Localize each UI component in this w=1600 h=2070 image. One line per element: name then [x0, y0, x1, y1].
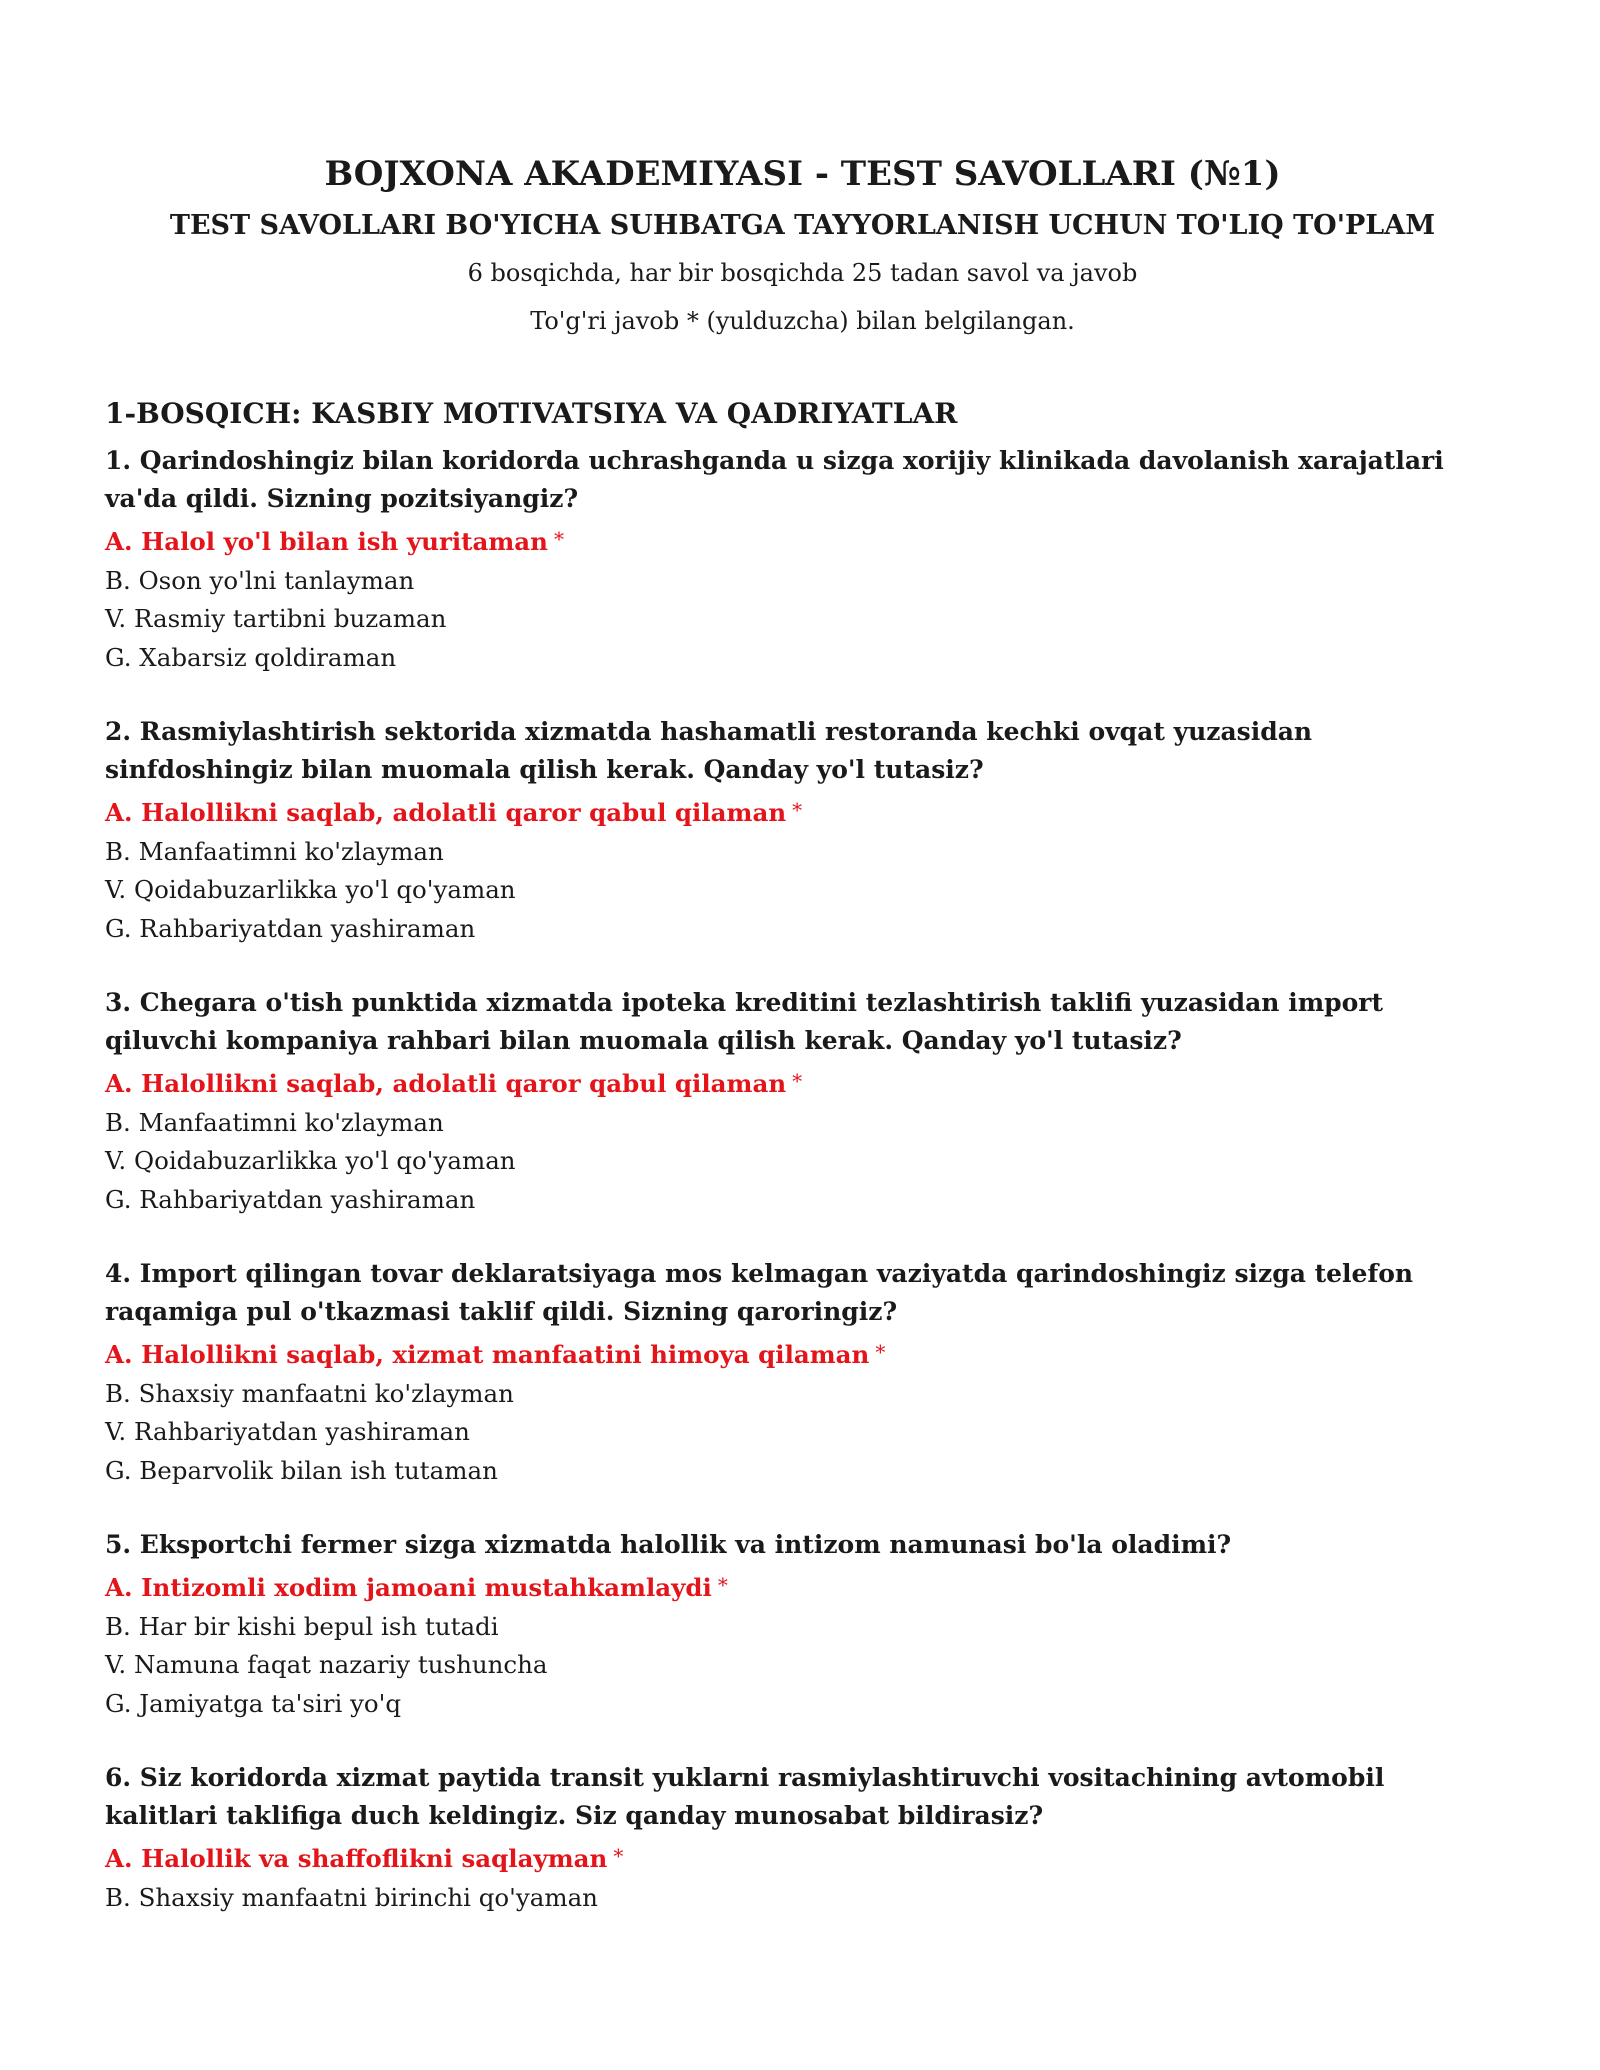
answer-option: B. Shaxsiy manfaatni birinchi qo'yaman — [105, 1882, 598, 1912]
question-1 — [105, 442, 1500, 677]
question-text: 6. Siz koridorda xizmat paytida transit yuklarni rasmiylashtiruvchi vositachining avtomobil kalitlari taklifiga duch keldingiz. Siz qanday munosabat bildirasiz? — [105, 1763, 1385, 1830]
answer-option: V. Rasmiy tartibni buzaman — [105, 604, 447, 633]
question-text: 4. Import qilingan tovar deklaratsiyaga mos kelmagan vaziyatda qarindoshingiz sizga telefon raqamiga pul o'tkazmasi taklif qildi. Sizning qaroringiz? — [105, 1259, 1414, 1326]
correct-answer — [105, 1837, 1500, 1879]
answer-option: G. Beparvolik bilan ish tutaman — [105, 1455, 498, 1485]
question-6 — [105, 1759, 1500, 1917]
answer-label: A. Halollik va shaffoflikni saqlayman — [105, 1844, 608, 1873]
answer-label: A. Halollikni saqlab, adolatli qaror qabul qilaman — [105, 1069, 787, 1098]
answer-option: V. Qoidabuzarlikka yo'l qo'yaman — [105, 875, 516, 904]
question-text: 5. Eksportchi fermer sizga xizmatda halollik va intizom namunasi bo'la oladimi? — [105, 1530, 1232, 1559]
answer-option: B. Oson yo'lni tanlayman — [105, 565, 415, 595]
question-4 — [105, 1255, 1500, 1490]
correct-star-marker: * — [553, 527, 564, 551]
answer-label: A. Halollikni saqlab, adolatli qaror qabul qilaman — [105, 798, 787, 827]
question-text: 2. Rasmiylashtirish sektorida xizmatda hashamatli restoranda kechki ovqat yuzasidan sinfdoshingiz bilan muomala qilish kerak. Qanday yo'l tutasiz? — [105, 717, 1313, 784]
answer-option: B. Manfaatimni ko'zlayman — [105, 1107, 444, 1137]
answer-option: B. Har bir kishi bepul ish tutadi — [105, 1611, 499, 1641]
question-text: 3. Chegara o'tish punktida xizmatda ipoteka kreditini tezlashtirish taklifi yuzasidan import qiluvchi kompaniya rahbari bilan muomala qilish kerak. Qanday yo'l tutasiz? — [105, 988, 1384, 1055]
correct-answer — [105, 791, 1500, 833]
answer-option: V. Rahbariyatdan yashiraman — [105, 1417, 470, 1446]
correct-star-marker: * — [875, 1340, 886, 1364]
question-text: 1. Qarindoshingiz bilan koridorda uchrashganda u sizga xorijiy klinikada davolanish xarajatlari va'da qildi. Sizning pozitsiyangiz? — [105, 446, 1444, 513]
correct-star-marker: * — [792, 798, 803, 822]
question-2 — [105, 713, 1500, 948]
answer-option: G. Rahbariyatdan yashiraman — [105, 913, 476, 943]
document-description: 6 bosqichda, har bir bosqichda 25 tadan savol va javob — [467, 259, 1138, 287]
answer-option: V. Qoidabuzarlikka yo'l qo'yaman — [105, 1146, 516, 1175]
correct-answer — [105, 520, 1500, 562]
answer-key-note: To'g'ri javob * (yulduzcha) bilan belgilangan. — [530, 307, 1075, 335]
document-subtitle: TEST SAVOLLARI BO'YICHA SUHBATGA TAYYORLANISH UCHUN TO'LIQ TO'PLAM — [169, 210, 1436, 241]
answer-option: B. Manfaatimni ko'zlayman — [105, 836, 444, 866]
correct-answer — [105, 1566, 1500, 1608]
answer-label: A. Intizomli xodim jamoani mustahkamlaydi — [105, 1573, 712, 1602]
question-5 — [105, 1526, 1500, 1723]
correct-star-marker: * — [717, 1573, 728, 1597]
answer-option: G. Jamiyatga ta'siri yo'q — [105, 1688, 402, 1718]
document-title: BOJXONA AKADEMIYASI - TEST SAVOLLARI (№1) — [324, 154, 1281, 194]
question-3 — [105, 984, 1500, 1219]
correct-star-marker: * — [613, 1844, 624, 1868]
correct-star-marker: * — [792, 1069, 803, 1093]
answer-label: A. Halollikni saqlab, xizmat manfaatini himoya qilaman — [105, 1340, 870, 1369]
answer-option: G. Rahbariyatdan yashiraman — [105, 1184, 476, 1214]
answer-option: V. Namuna faqat nazariy tushuncha — [105, 1650, 548, 1679]
answer-option: G. Xabarsiz qoldiraman — [105, 642, 397, 672]
answer-label: A. Halol yo'l bilan ish yuritaman — [105, 527, 548, 556]
section-title: 1-BOSQICH: KASBIY MOTIVATSIYA VA QADRIYATLAR — [105, 397, 958, 430]
answer-option: B. Shaxsiy manfaatni ko'zlayman — [105, 1378, 514, 1408]
correct-answer — [105, 1333, 1500, 1375]
correct-answer — [105, 1062, 1500, 1104]
